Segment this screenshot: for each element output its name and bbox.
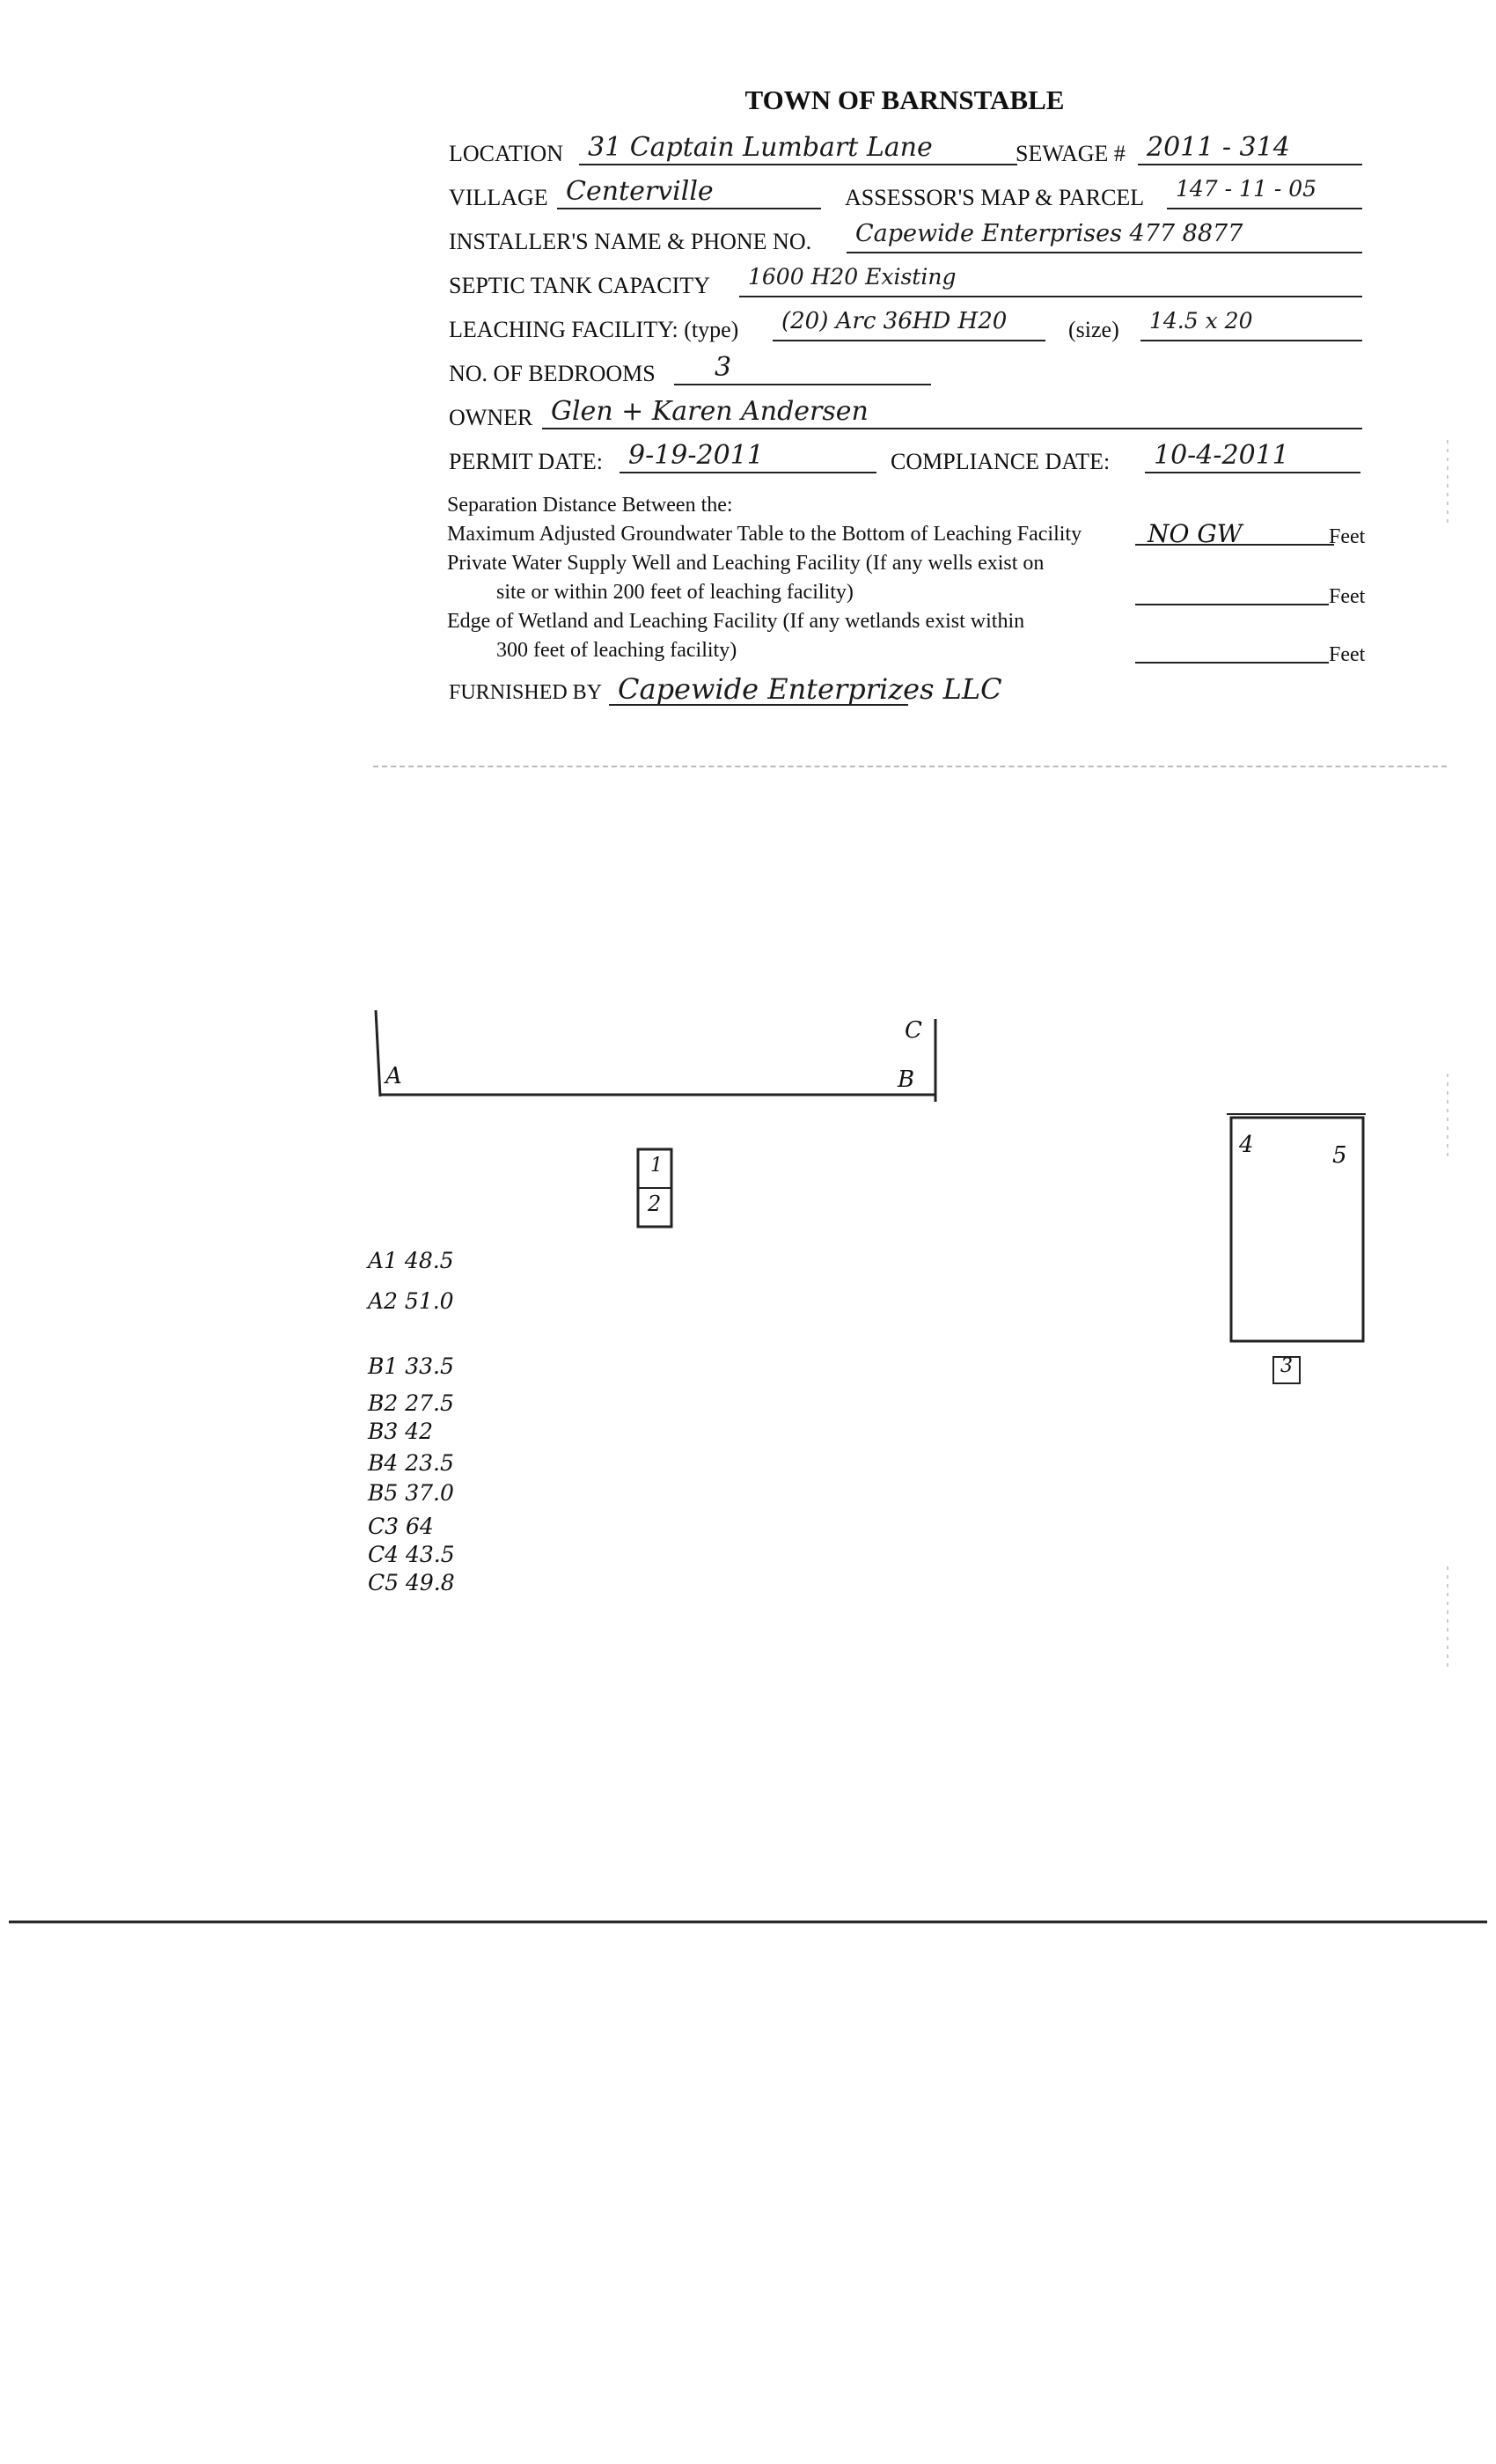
compliance-date-label: COMPLIANCE DATE: <box>891 449 1111 474</box>
leaching-label: LEACHING FACILITY: (type) <box>449 317 739 342</box>
furnished-label: FURNISHED BY <box>449 681 603 704</box>
groundwater-distance-field[interactable]: NO GW <box>1135 519 1334 546</box>
sketch-point-b: B <box>898 1067 915 1093</box>
owner-label: OWNER <box>449 405 533 430</box>
wetland-feet-unit: Feet <box>1329 643 1366 666</box>
leaching-type-field[interactable]: (20) Arc 36HD H20 <box>773 308 1045 341</box>
leaching-size-field[interactable]: 14.5 x 20 <box>1140 308 1362 341</box>
wetland-text-line-1: Edge of Wetland and Leaching Facility (If any wetlands exist within <box>447 610 1025 633</box>
measurement-b1: B1 33.5 <box>368 1353 454 1379</box>
sketch-point-c: C <box>905 1017 922 1044</box>
location-field[interactable]: 31 Captain Lumbart Lane <box>579 132 1017 165</box>
sketch-label-2: 2 <box>648 1192 662 1216</box>
wetland-text-line-2: 300 feet of leaching facility) <box>496 639 737 662</box>
bedrooms-field[interactable]: 3 <box>674 352 931 385</box>
well-text-line-1: Private Water Supply Well and Leaching Facility (If any wells exist on <box>447 552 1045 575</box>
well-text-line-2: site or within 200 feet of leaching facility) <box>496 581 854 604</box>
measurement-c4: C4 43.5 <box>368 1542 455 1567</box>
village-field[interactable]: Centerville <box>557 176 821 209</box>
measurement-b3: B3 42 <box>368 1419 434 1444</box>
sketch-wall-left <box>376 1010 380 1096</box>
measurement-b5: B5 37.0 <box>368 1480 454 1506</box>
well-feet-unit: Feet <box>1329 585 1366 608</box>
measurement-c5: C5 49.8 <box>368 1570 455 1595</box>
sketch-label-3: 3 <box>1280 1355 1293 1377</box>
septic-label: SEPTIC TANK CAPACITY <box>449 273 710 298</box>
compliance-date-field[interactable]: 10-4-2011 <box>1145 440 1360 473</box>
separation-heading: Separation Distance Between the: <box>447 494 733 517</box>
assessor-field[interactable]: 147 - 11 - 05 <box>1167 176 1362 209</box>
sketch-label-1: 1 <box>650 1155 663 1177</box>
village-label: VILLAGE <box>449 185 548 210</box>
location-label: LOCATION <box>449 141 563 166</box>
permit-date-label: PERMIT DATE: <box>449 449 604 474</box>
owner-field[interactable]: Glen + Karen Andersen <box>542 396 1362 429</box>
sketch-point-4: 4 <box>1239 1132 1254 1158</box>
septic-capacity-field[interactable]: 1600 H20 Existing <box>739 264 1362 297</box>
sewage-label: SEWAGE # <box>1016 141 1126 166</box>
groundwater-feet-unit: Feet <box>1329 525 1366 548</box>
measurement-a1: A1 48.5 <box>368 1248 454 1273</box>
permit-date-field[interactable]: 9-19-2011 <box>620 440 876 473</box>
sketch-point-a: A <box>385 1063 402 1089</box>
assessor-label: ASSESSOR'S MAP & PARCEL <box>845 185 1145 210</box>
page-title: TOWN OF BARNSTABLE <box>744 84 1065 115</box>
installer-label: INSTALLER'S NAME & PHONE NO. <box>449 229 812 254</box>
furnished-by-field[interactable]: Capewide Enterprizes LLC <box>609 672 908 706</box>
installer-field[interactable]: Capewide Enterprises 477 8877 <box>847 220 1362 253</box>
measurement-c3: C3 64 <box>368 1514 434 1539</box>
measurement-b2: B2 27.5 <box>368 1390 454 1416</box>
measurement-a2: A2 51.0 <box>368 1288 454 1314</box>
groundwater-text: Maximum Adjusted Groundwater Table to the Bottom of Leaching Facility <box>447 523 1082 546</box>
size-label: (size) <box>1068 317 1119 342</box>
bedrooms-label: NO. OF BEDROOMS <box>449 361 656 386</box>
sketch-point-5: 5 <box>1332 1142 1347 1169</box>
sewage-number-field[interactable]: 2011 - 314 <box>1138 132 1362 165</box>
measurement-b4: B4 23.5 <box>368 1450 454 1476</box>
